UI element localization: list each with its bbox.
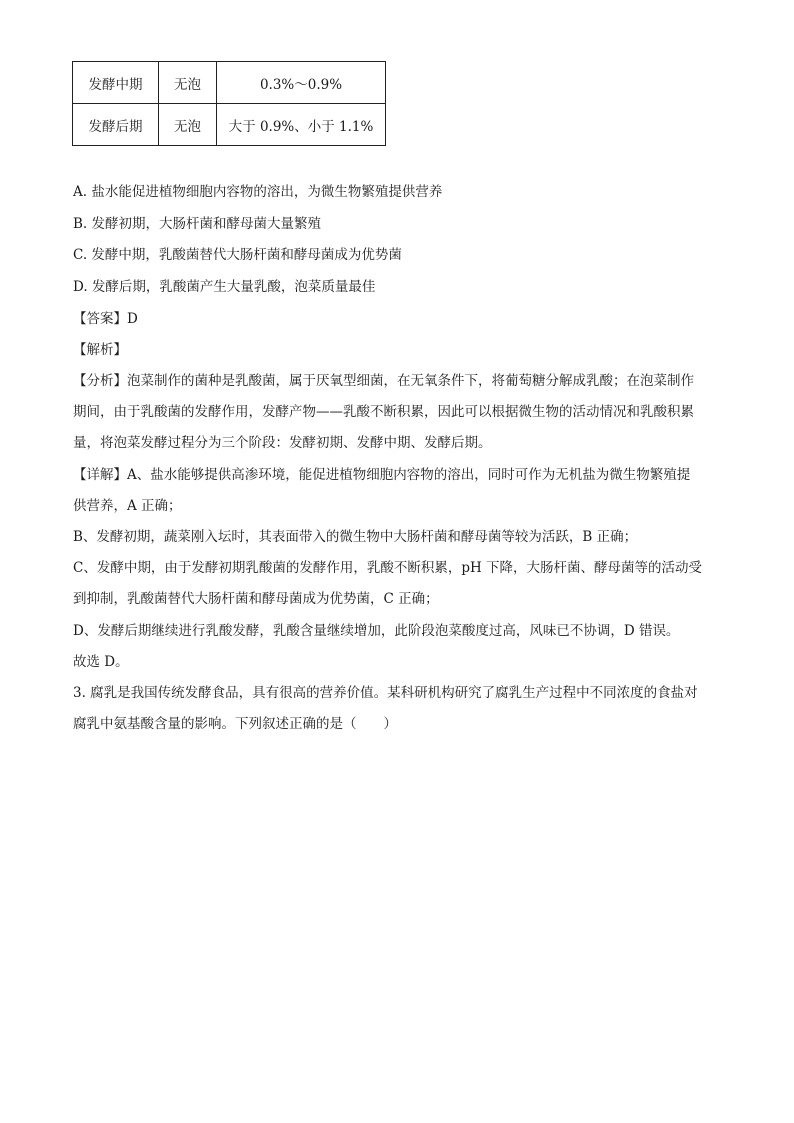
table-row [73, 62, 386, 104]
detail-line: D、发酵后期继续进行乳酸发酵，乳酸含量继续增加，此阶段泡菜酸度过高，风味已不协调，D 错误。 [73, 623, 680, 639]
option-a: A. 盐水能促进植物细胞内容物的溶出，为微生物繁殖提供营养 [73, 184, 443, 200]
analysis-heading: 【解析】 [73, 342, 127, 358]
question-3-line: 3. 腐乳是我国传统发酵食品，具有很高的营养价值。某科研机构研究了腐乳生产过程中不同浓度的食盐对 [73, 685, 698, 701]
table-row [73, 104, 386, 146]
detail-line: 【详解】A、盐水能够提供高渗环境，能促进植物细胞内容物的溶出，同时可作为无机盐为微生物繁殖提 [73, 467, 691, 483]
table-cell: 发酵中期 [73, 62, 159, 104]
detail-line: B、发酵初期，蔬菜刚入坛时，其表面带入的微生物中大肠杆菌和酵母菌等较为活跃，B 正确； [73, 529, 638, 545]
question-3-line: 腐乳中氨基酸含量的影响。下列叙述正确的是（ ） [73, 716, 397, 732]
analysis-line: 期间，由于乳酸菌的发酵作用，发酵产物——乳酸不断积累，因此可以根据微生物的活动情况和乳酸积累 [73, 404, 694, 420]
option-c: C. 发酵中期，乳酸菌替代大肠杆菌和酵母菌成为优势菌 [73, 247, 402, 263]
fermentation-table [72, 61, 386, 146]
option-d: D. 发酵后期，乳酸菌产生大量乳酸，泡菜质量最佳 [73, 279, 376, 295]
analysis-line: 【分析】泡菜制作的菌种是乳酸菌，属于厌氧型细菌，在无氧条件下，将葡萄糖分解成乳酸；在泡菜制作 [73, 373, 694, 389]
analysis-line: 量，将泡菜发酵过程分为三个阶段：发酵初期、发酵中期、发酵后期。 [73, 435, 492, 451]
table-cell: 无泡 [159, 62, 217, 104]
table-cell: 发酵后期 [73, 104, 159, 146]
detail-line: C、发酵中期，由于发酵初期乳酸菌的发酵作用，乳酸不断积累，pH 下降，大肠杆菌、酵母菌等的活动受 [73, 560, 703, 576]
answer-line: 【答案】D [73, 311, 138, 327]
detail-line: 到抑制，乳酸菌替代大肠杆菌和酵母菌成为优势菌，C 正确； [73, 591, 439, 607]
table-cell: 无泡 [159, 104, 217, 146]
table-cell: 0.3%～0.9% [217, 62, 386, 104]
detail-line: 供营养，A 正确； [73, 498, 182, 514]
option-b: B. 发酵初期，大肠杆菌和酵母菌大量繁殖 [73, 216, 322, 232]
detail-line: 故选 D。 [73, 654, 129, 670]
table-cell: 大于 0.9%、小于 1.1% [217, 104, 386, 146]
